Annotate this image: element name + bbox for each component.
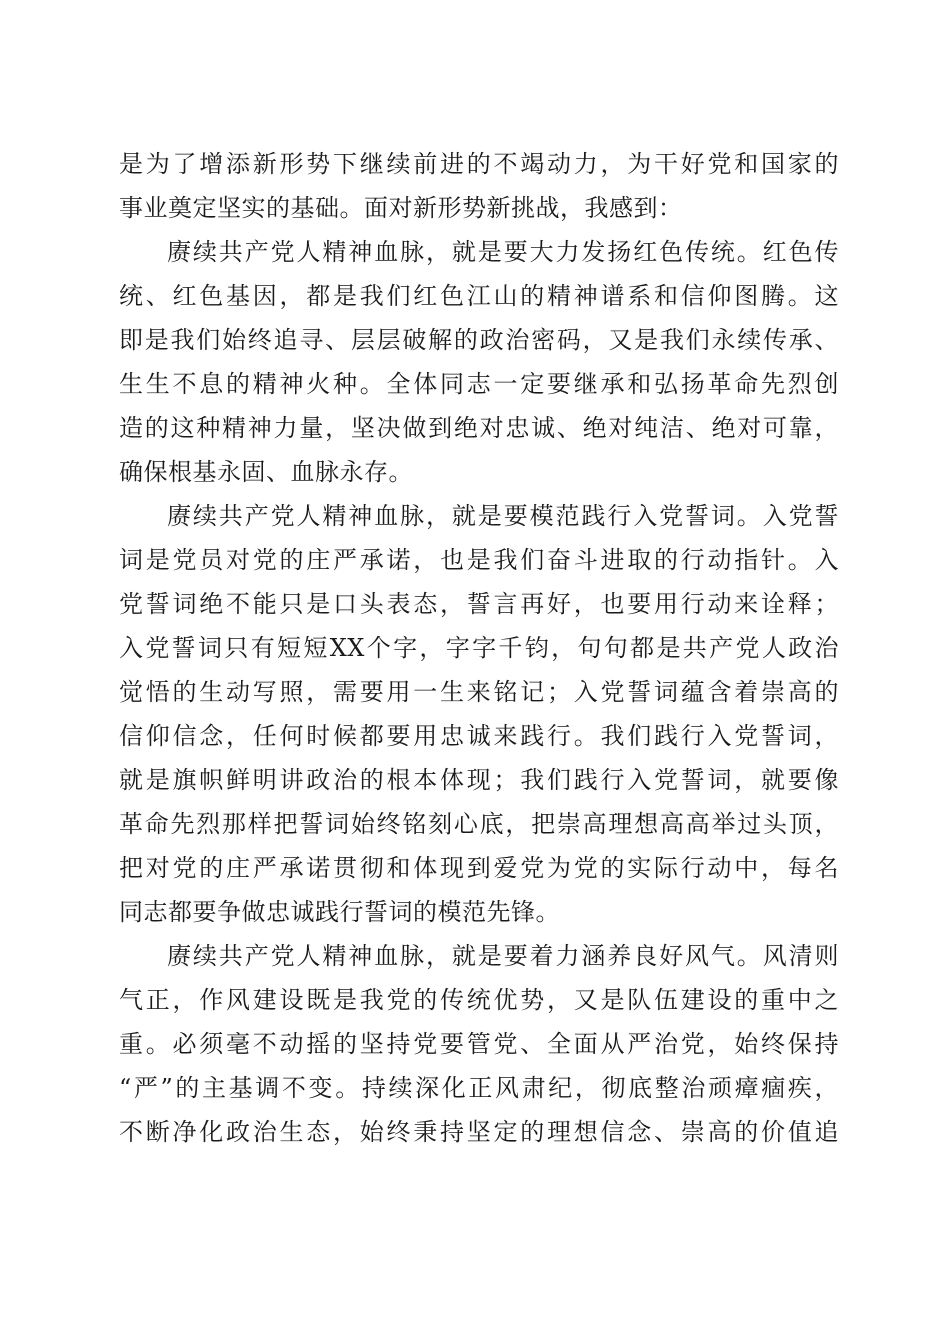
text-line: 确保根基永固、血脉永存。 — [119, 458, 413, 486]
text-line: 信仰信念，任何时候都要用忠诚来践行。我们践行入党誓词， — [119, 722, 839, 750]
text-line: “严”的主基调不变。持续深化正风肃纪，彻底整治顽瘴痼疾， — [119, 1074, 839, 1102]
paragraph-start-line: 赓续共产党人精神血脉，就是要着力涵养良好风气。风清则 — [167, 942, 839, 970]
text-line: 气正，作风建设既是我党的传统优势，又是队伍建设的重中之 — [119, 986, 839, 1014]
text-line: 是为了增添新形势下继续前进的不竭动力，为干好党和国家的 — [119, 150, 839, 178]
text-line: 革命先烈那样把誓词始终铭刻心底，把崇高理想高高举过头顶， — [119, 810, 839, 838]
text-line: 词是党员对党的庄严承诺，也是我们奋斗进取的行动指针。入 — [119, 546, 839, 574]
text-line: 觉悟的生动写照，需要用一生来铭记；入党誓词蕴含着崇高的 — [119, 678, 839, 706]
text-line: 即是我们始终追寻、层层破解的政治密码，又是我们永续传承、 — [119, 326, 839, 354]
text-line: 统、红色基因，都是我们红色江山的精神谱系和信仰图腾。这 — [119, 282, 839, 310]
text-line: 就是旗帜鲜明讲政治的根本体现；我们践行入党誓词，就要像 — [119, 766, 839, 794]
paragraph-start-line: 赓续共产党人精神血脉，就是要大力发扬红色传统。红色传 — [167, 238, 839, 266]
text-line: 不断净化政治生态，始终秉持坚定的理想信念、崇高的价值追 — [119, 1118, 839, 1146]
text-line: 同志都要争做忠诚践行誓词的模范先锋。 — [119, 898, 560, 926]
text-line: 重。必须毫不动摇的坚持党要管党、全面从严治党，始终保持 — [119, 1030, 839, 1058]
body-text — [119, 142, 839, 1154]
text-line: 事业奠定坚实的基础。面对新形势新挑战，我感到： — [119, 194, 683, 222]
text-line: 生生不息的精神火种。全体同志一定要继承和弘扬革命先烈创 — [119, 370, 839, 398]
text-line: 入党誓词只有短短XX个字，字字千钧，句句都是共产党人政治 — [119, 634, 839, 662]
text-line: 造的这种精神力量，坚决做到绝对忠诚、绝对纯洁、绝对可靠， — [119, 414, 839, 442]
text-line: 党誓词绝不能只是口头表态，誓言再好，也要用行动来诠释； — [119, 590, 839, 618]
paragraph-start-line: 赓续共产党人精神血脉，就是要模范践行入党誓词。入党誓 — [167, 502, 839, 530]
text-line: 把对党的庄严承诺贯彻和体现到爱党为党的实际行动中，每名 — [119, 854, 839, 882]
